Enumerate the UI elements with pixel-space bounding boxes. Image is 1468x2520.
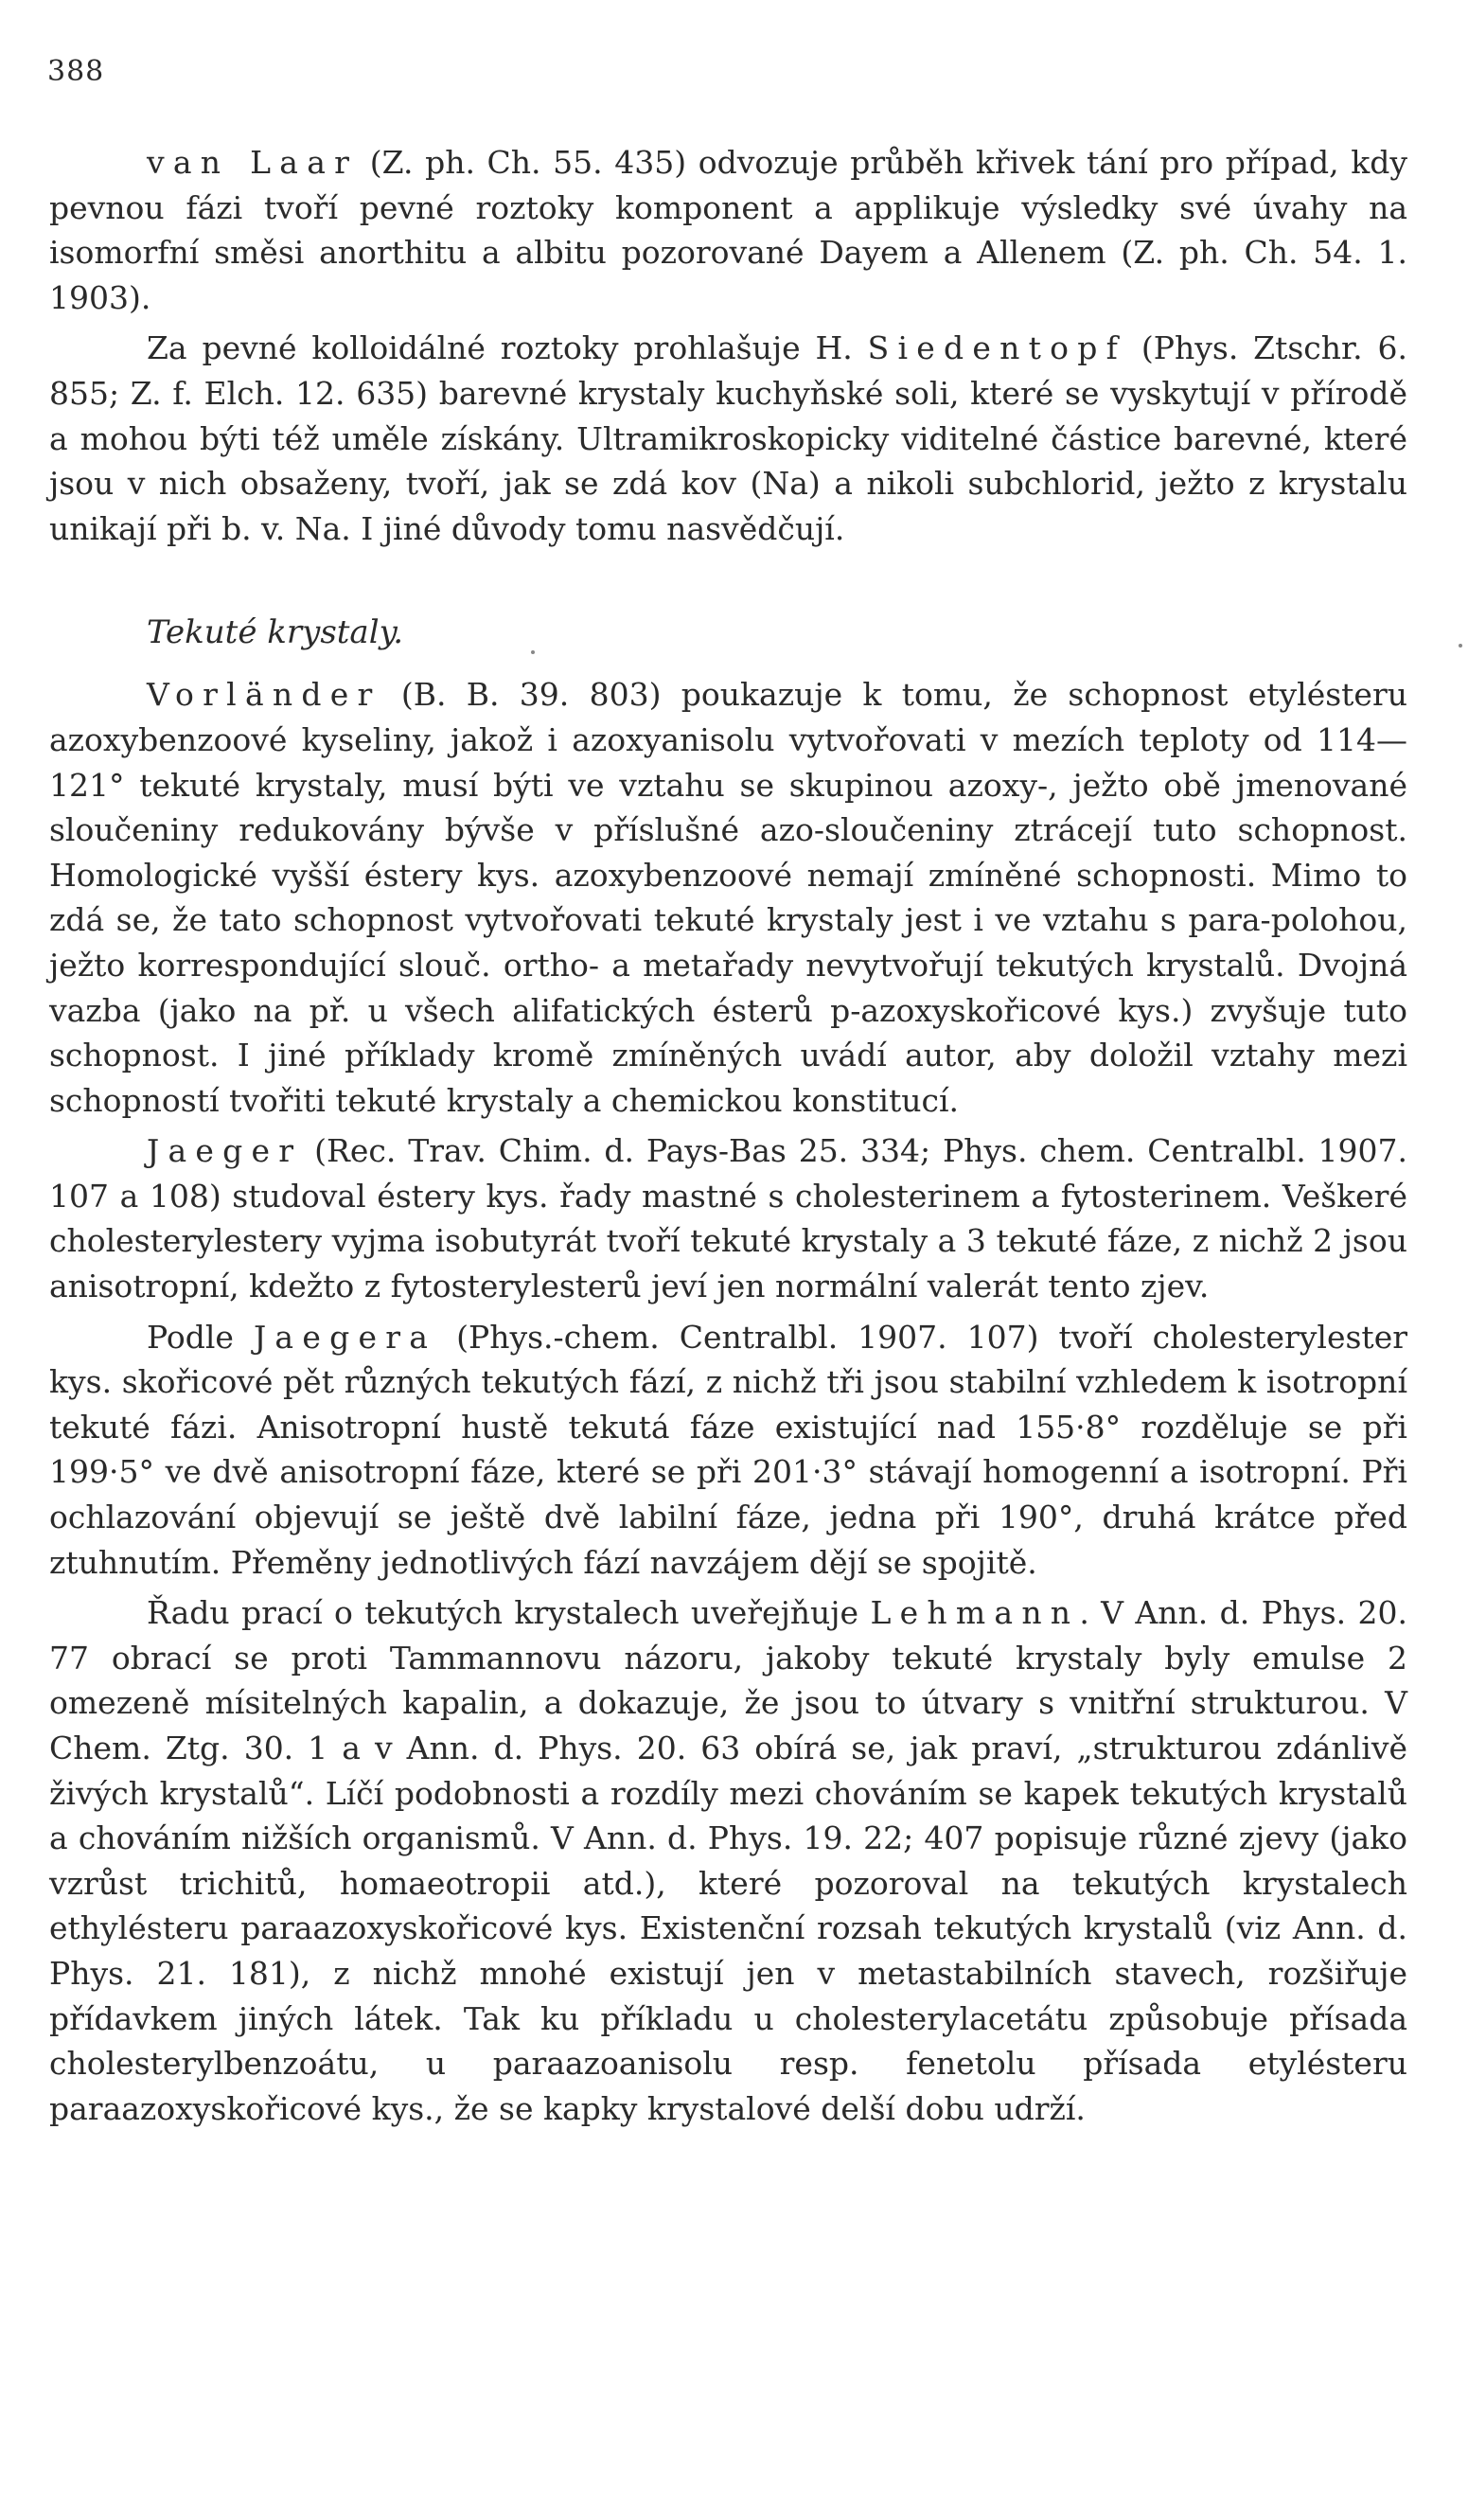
paragraph-lead: Řadu prací o tekutých krystalech uveřejňuje <box>147 1594 871 1632</box>
paragraph-siedentopf <box>49 326 1407 551</box>
paragraph-text: (Z. ph. Ch. 55. 435) odvozuje průběh křivek tání pro případ, kdy pevnou fázi tvoří pevné roztoky komponent a applikuje výsledky své úvahy na isomorfní směsi anorthitu a albitu pozorované Dayem a Allenem (Z. ph. Ch. 54. 1. 1903). <box>49 144 1407 316</box>
paragraph-text: (Phys.-chem. Centralbl. 1907. 107) tvoří cholesterylester kys. skořicové pět různých tekutých fází, z nichž tři jsou stabilní vzhledem k isotropní tekuté fázi. Anisotropní hustě tekutá fáze existující nad 155·8° rozděluje se při 199·5° ve dvě anisotropní fáze, které se při 201·3° stávají homogenní a isotropní. Při ochlazování objevují se ještě dvě labilní fáze, jedna při 190°, druhá krátce před ztuhnutím. Přeměny jednotlivých fází navzájem dějí se spojitě. <box>49 1318 1407 1581</box>
author-name: Jaegera <box>253 1318 437 1356</box>
paragraph-van-laar <box>49 140 1407 320</box>
paragraph-vorlander <box>49 672 1407 1123</box>
speck-mark <box>531 650 535 654</box>
speck-mark <box>1459 644 1462 648</box>
author-name: Vorländer <box>147 676 381 714</box>
paragraph-text: (Phys. Ztschr. 6. 855; Z. f. Elch. 12. 635) barevné krystaly kuchyňské soli, které se vyskytují v přírodě a mohou býti též uměle získány. Ultramikroskopicky viditelné částice barevné, které jsou v nich obsaženy, tvoří, jak se zdá kov (Na) a nikoli subchlorid, ježto z krystalu unikají při b. v. Na. I jiné důvody tomu nasvědčují. <box>49 329 1408 547</box>
author-name: Jaeger <box>147 1132 303 1170</box>
paragraph-text: (Rec. Trav. Chim. d. Pays-Bas 25. 334; Phys. chem. Centralbl. 1907. 107 a 108) studoval éstery kys. řady mastné s cholesterinem a fytosterinem. Veškeré cholesterylestery vyjma isobutyrát tvoří tekuté krystaly a 3 tekuté fáze, z nichž 2 jsou anisotropní, kdežto z fytosterylesterů jeví jen normální valerát tento zjev. <box>49 1132 1407 1305</box>
paragraph-text: . V Ann. d. Phys. 20. 77 obrací se proti Tammannovu názoru, jakoby tekuté krystaly byly emulse 2 omezeně mísitelných kapalin, a dokazuje, že jsou to útvary s vnitřní strukturou. V Chem. Ztg. 30. 1 a v Ann. d. Phys. 20. 63 obírá se, jak praví, „strukturou zdánlivě živých krystalů“. Líčí podobnosti a rozdíly mezi chováním se kapek tekutých krystalů a chováním nižších organismů. V Ann. d. Phys. 19. 22; 407 popisuje různé zjevy (jako vzrůst trichitů, homaeotropii atd.), které pozoroval na tekutých krystalech ethylésteru paraazoxyskořicové kys. Existenční rozsah tekutých krystalů (viz Ann. d. Phys. 21. 181), z nichž mnohé existují jen v metastabilních stavech, rozšiřuje přídavkem jiných látek. Tak ku příkladu u cholesterylacetátu způsobuje přísada cholesterylbenzoátu, u paraazoanisolu resp. fenetolu přísada etylésteru paraazoxyskořicové kys., že se kapky krystalové delší dobu udrží. <box>49 1594 1407 2127</box>
paragraph-lead: Za pevné kolloidálné roztoky prohlašuje H. <box>147 329 868 367</box>
paragraph-podle-jaegera <box>49 1315 1407 1586</box>
page-body <box>49 140 1407 2137</box>
paragraph-jaeger <box>49 1128 1407 1308</box>
author-name: Lehmann <box>870 1594 1080 1632</box>
page-number: 388 <box>47 55 105 88</box>
paragraph-lead: Podle <box>147 1318 254 1356</box>
author-name: van Laar <box>147 144 359 181</box>
paragraph-lehmann <box>49 1590 1407 2131</box>
author-name: Siedentopf <box>867 329 1127 367</box>
section-heading: Tekuté krystaly. <box>147 613 404 652</box>
paragraph-text: (B. B. 39. 803) poukazuje k tomu, že schopnost etylésteru azoxybenzoové kyseliny, jakož i azoxyanisolu vytvořovati v mezích teploty od 114—121° tekuté krystaly, musí býti ve vztahu se skupinou azoxy-, ježto obě jmenované sloučeniny redukovány bývše v příslušné azo-sloučeniny ztrácejí tuto schopnost. Homologické vyšší éstery kys. azoxybenzoové nemají zmíněné schopnosti. Mimo to zdá se, že tato schopnost vytvořovati tekuté krystaly jest i ve vztahu s para-polohou, ježto korrespondující slouč. ortho- a metařady nevytvořují tekutých krystalů. Dvojná vazba (jako na př. u všech alifatických ésterů p-azoxyskořicové kys.) zvyšuje tuto schopnost. I jiné příklady kromě zmíněných uvádí autor, aby doložil vztahy mezi schopností tvořiti tekuté krystaly a chemickou konstitucí. <box>49 676 1407 1119</box>
